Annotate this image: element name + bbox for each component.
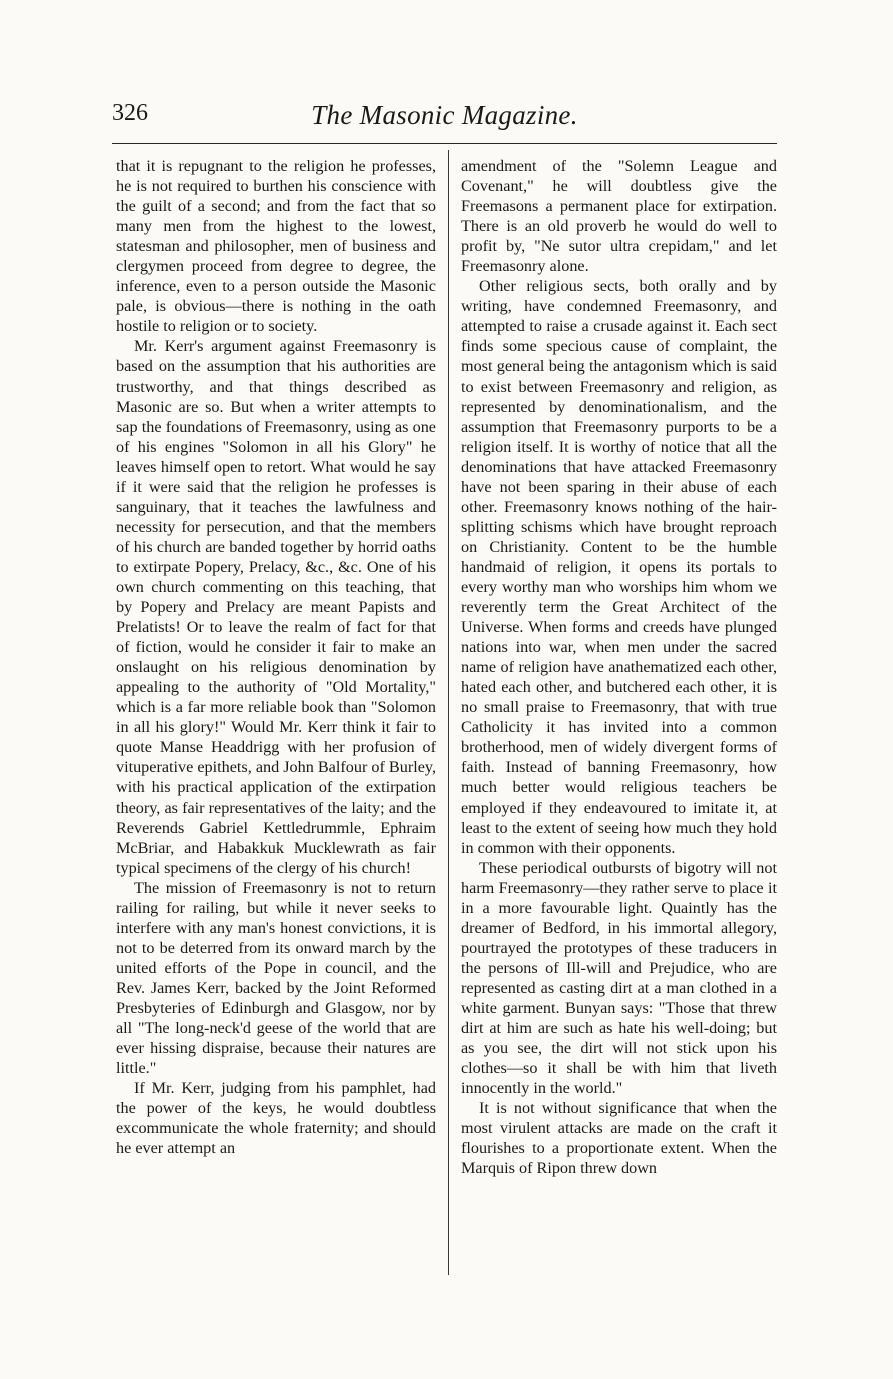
page-number: 326 [112,100,148,126]
paragraph: Other religious sects, both orally and by writing, have condemned Freemasonry, and attempted to raise a crusade against it. Each sect finds some specious cause of complaint, the most general being the antagonism which is said to exist between Freemasonry and religion, as represented by denominationalism, and the assumption that Freemasonry purports to be a religion itself. It is worthy of notice that all the denominations that have attacked Freemasonry have not been sparing in their abuse of each other. Freemasonry knows nothing of the hair-splitting schisms which have brought reproach on Christianity. Content to be the humble handmaid of religion, it opens its portals to every worthy man who worships him whom we reverently term the Great Architect of the Universe. When forms and creeds have plunged nations into war, when men under the sacred name of religion have anathematized each other, hated each other, and butchered each other, it is no small praise to Freemasonry, that with true Catholicity it has invited into a common brotherhood, men of widely divergent forms of faith. Instead of banning Freemasonry, how much better would religious teachers be employed if they endeavoured to imitate it, at least to the extent of seeing how much they hold in common with their opponents. [461,277,777,857]
paragraph: Mr. Kerr's argument against Freemasonry is based on the assumption that his authorities are trustworthy, and that things described as Masonic are so. But when a writer attempts to sap the foundations of Freemasonry, using as one of his engines "Solomon in all his Glory" he leaves himself open to retort. What would he say if it were said that the religion he professes is sanguinary, that it teaches the lawfulness and necessity for persecution, and that the members of his church are banded together by horrid oaths to extirpate Popery, Prelacy, &c., &c. One of his own church commenting on this teaching, that by Popery and Prelacy are meant Papists and Prelatists! Or to leave the realm of fact for that of fiction, would he consider it fair to make an onslaught on his religious denomination by appealing to the authority of "Old Mortality," which is a far more reliable book than "Solomon in all his glory!" Would Mr. Kerr think it fair to quote Manse Headdrigg with her profusion of vituperative epithets, and John Balfour of Burley, with his practical application of the extirpation theory, as fair representatives of the laity; and the Reverends Gabriel Kettledrummle, Ephraim McBriar, and Habakkuk Mucklewrath as fair typical specimens of the clergy of his church! [116,337,436,877]
column-divider [448,150,449,1275]
paragraph: It is not without significance that when the most virulent attacks are made on the craft it flourishes to a proportionate extent. When the Marquis of Ripon threw down [461,1099,777,1178]
paragraph: If Mr. Kerr, judging from his pamphlet, had the power of the keys, he would doubtless excommunicate the whole fraternity; and should he ever attempt an [116,1079,436,1158]
right-column [461,156,777,1178]
paragraph: These periodical outbursts of bigotry will not harm Freemasonry—they rather serve to place it in a more favourable light. Quaintly has the dreamer of Bedford, in his immortal allegory, pourtrayed the prototypes of these traducers in the persons of Ill-will and Prejudice, who are represented as casting dirt at a man clothed in a white garment. Bunyan says: "Those that threw dirt at him are such as hate his well-doing; but as you see, the dirt will not stick upon his clothes—so it shall be with him that liveth innocently in the world." [461,858,777,1098]
paragraph: amendment of the "Solemn League and Covenant," he will doubtless give the Freemasons a permanent place for extirpation. There is an old proverb he would do well to profit by, "Ne sutor ultra crepidam," and let Freemasonry alone. [461,157,777,276]
paragraph: that it is repugnant to the religion he professes, he is not required to burthen his conscience with the guilt of a second; and from the fact that so many men from the highest to the lowest, statesman and philosopher, men of business and clergymen proceed from degree to degree, the inference, even to a person outside the Masonic pale, is obvious—there is nothing in the oath hostile to religion or to society. [116,157,436,336]
running-title: The Masonic Magazine. [311,100,578,130]
header-rule [112,143,777,144]
left-column [116,156,436,1158]
page-header [112,100,777,134]
paragraph: The mission of Freemasonry is not to return railing for railing, but while it never seeks to interfere with any man's honest convictions, it is not to be deterred from its onward march by the united efforts of the Pope in council, and the Rev. James Kerr, backed by the Joint Reformed Presbyteries of Edinburgh and Glasgow, nor by all "The long-neck'd geese of the world that are ever hissing dispraise, because their natures are little." [116,878,436,1078]
